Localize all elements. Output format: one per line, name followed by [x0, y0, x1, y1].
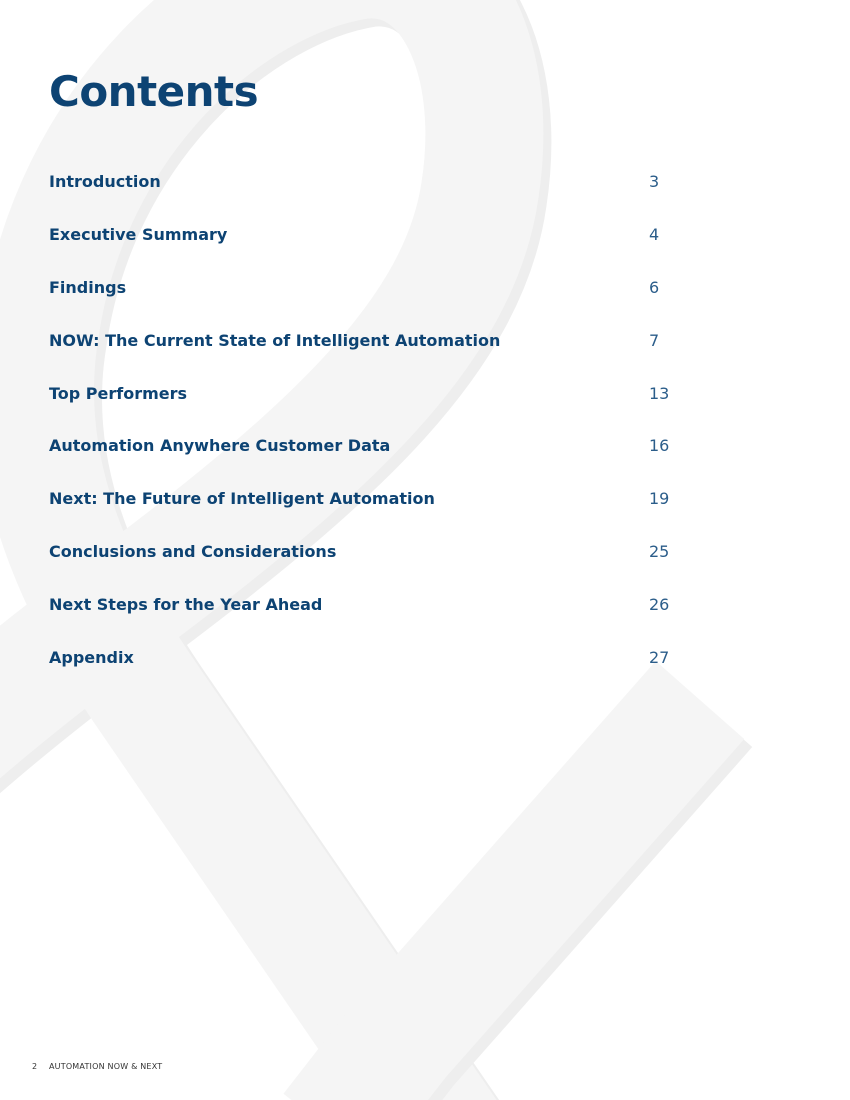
toc-entry-executive-summary[interactable]	[49, 223, 689, 276]
toc-entry-page: 6	[649, 277, 660, 297]
toc-entry-conclusions[interactable]	[49, 540, 689, 593]
toc-entry-page: 7	[649, 330, 660, 350]
toc-entry-title[interactable]: Appendix	[49, 648, 134, 668]
toc-entry-title[interactable]: Findings	[49, 277, 127, 297]
toc-entry-appendix[interactable]	[49, 646, 689, 699]
table-of-contents	[49, 170, 689, 699]
page-footer	[32, 1061, 162, 1073]
toc-entry-next-steps[interactable]	[49, 593, 689, 646]
toc-entry-title[interactable]: Next: The Future of Intelligent Automation	[49, 489, 435, 509]
toc-entry-customer-data[interactable]	[49, 434, 689, 487]
toc-entry-title[interactable]: NOW: The Current State of Intelligent Automation	[49, 330, 501, 350]
footer-page-number: 2	[32, 1062, 38, 1071]
toc-entry-page: 13	[649, 383, 670, 403]
toc-entry-findings[interactable]	[49, 276, 689, 329]
toc-entry-page: 27	[649, 648, 670, 668]
toc-entry-next-future[interactable]	[49, 487, 689, 540]
toc-entry-introduction[interactable]	[49, 170, 689, 223]
toc-entry-page: 19	[649, 489, 670, 509]
page-title: Contents	[49, 67, 259, 116]
footer-document-title: AUTOMATION NOW & NEXT	[49, 1062, 163, 1071]
toc-entry-title[interactable]: Next Steps for the Year Ahead	[49, 595, 323, 615]
toc-entry-title[interactable]: Automation Anywhere Customer Data	[49, 436, 391, 456]
toc-entry-title[interactable]: Conclusions and Considerations	[49, 542, 337, 562]
toc-entry-title[interactable]: Introduction	[49, 172, 161, 191]
toc-entry-page: 16	[649, 436, 670, 456]
toc-entry-page: 26	[649, 595, 670, 615]
watermark-tail	[330, 700, 700, 1100]
toc-entry-page: 25	[649, 542, 670, 562]
toc-entry-page: 4	[649, 224, 660, 244]
toc-entry-title[interactable]: Top Performers	[49, 383, 188, 403]
toc-entry-title[interactable]: Executive Summary	[49, 224, 228, 244]
toc-entry-page: 3	[649, 172, 660, 191]
toc-entry-now-current-state[interactable]	[49, 329, 689, 382]
toc-entry-top-performers[interactable]	[49, 382, 689, 435]
